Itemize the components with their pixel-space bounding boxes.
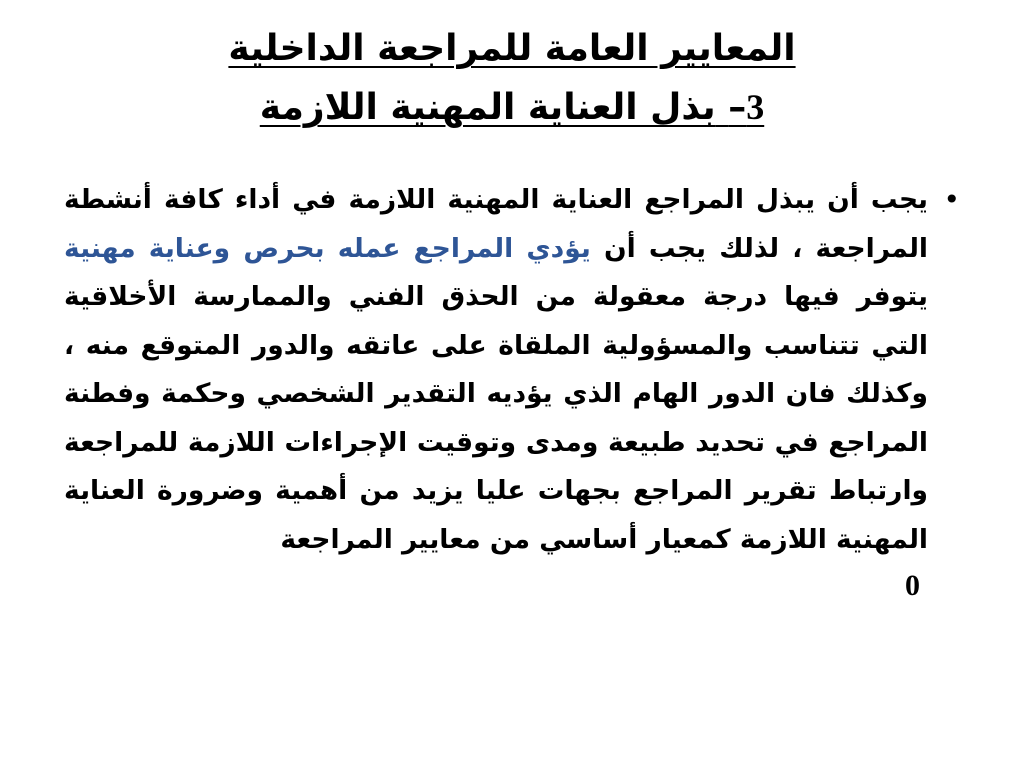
body-text-part-2: يتوفر فيها درجة معقولة من الحذق الفني والممارسة الأخلاقية التي تتناسب والمسؤولية الملقاة على عاتقه والدور المتوقع منه ، وكذلك فان الدور الهام الذي يؤديه التقدير الشخصي وحكمة وفطنة المراجع في تحديد طبيعة ومدى وتوقيت الإجراءات اللازمة للمراجعة وارتباط تقرير المراجع بجهات عليا يزيد من أهمية وضرورة العناية المهنية اللازمة كمعيار أساسي من معايير المراجعة — [64, 281, 928, 555]
title-text: بذل العناية المهنية اللازمة — [259, 87, 716, 128]
end-mark: 0 — [905, 569, 920, 602]
body-bullet-list — [64, 176, 964, 608]
bullet-dot-icon: • — [943, 183, 960, 216]
title-line-2 — [260, 80, 764, 135]
title-line-1: المعايير العامة للمراجعة الداخلية — [228, 28, 796, 69]
title-dash: – — [728, 87, 747, 128]
slide-title — [60, 22, 964, 138]
body-highlight: يؤدي المراجع عمله بحرص وعناية مهنية — [64, 232, 591, 264]
title-number: 3 — [746, 87, 765, 127]
bullet-paragraph — [64, 176, 928, 564]
body-text-part-1: يجب أن يبذل المراجع العناية المهنية اللازمة في أداء كافة أنشطة المراجعة ، لذلك يجب أن — [64, 184, 928, 264]
bullet-item — [64, 176, 964, 608]
